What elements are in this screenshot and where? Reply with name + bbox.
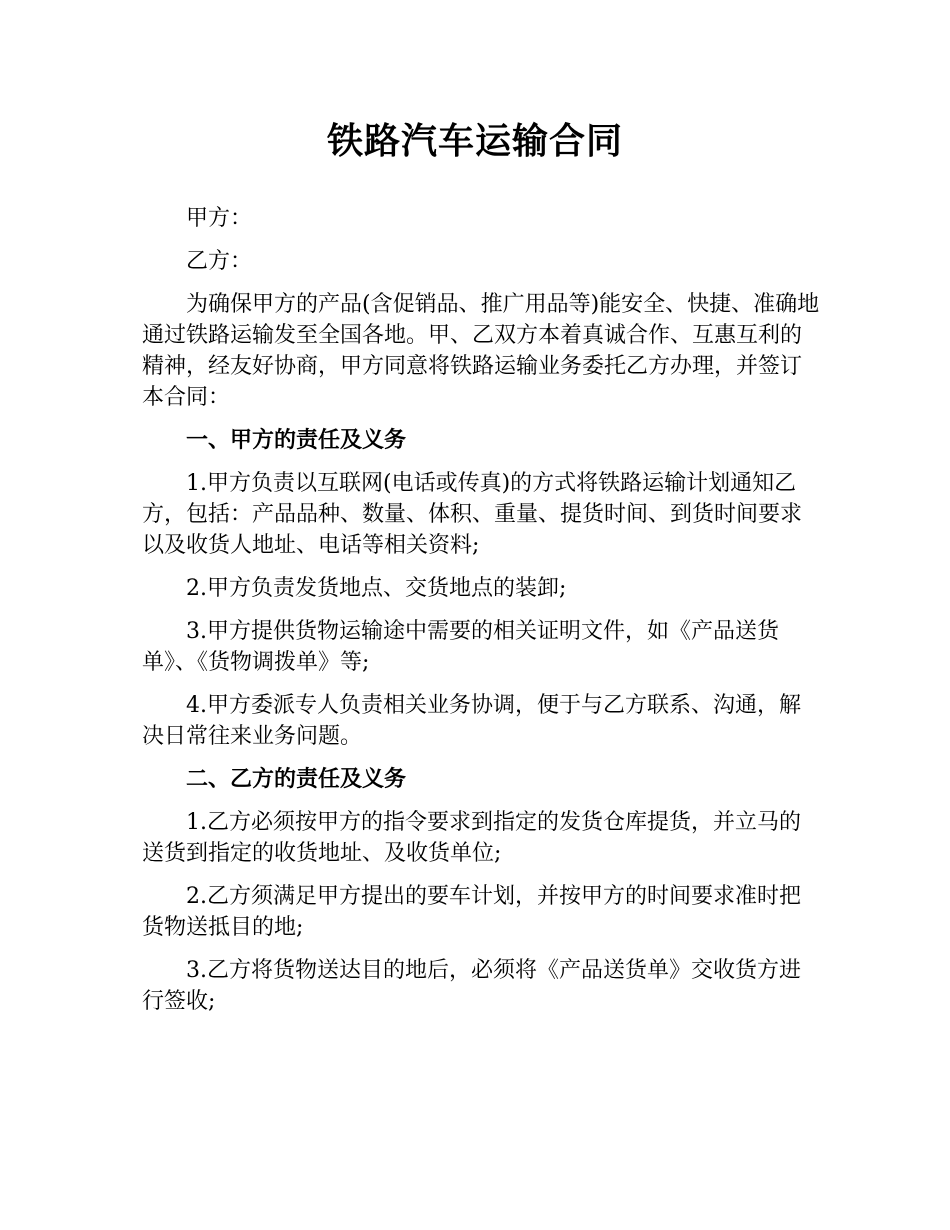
section1-item: 4.甲方委派专人负责相关业务协调，便于与乙方联系、沟通，解决日常往来业务问题。 xyxy=(142,693,801,749)
section1-item: 3.甲方提供货物运输途中需要的相关证明文件，如《产品送货单》、《货物调拨单》等; xyxy=(142,619,779,675)
party-a-line: 甲方： xyxy=(186,206,253,231)
section2-item: 2.乙方须满足甲方提出的要车计划，并按甲方的时间要求准时把货物送抵目的地; xyxy=(142,884,801,940)
section1-item: 2.甲方负责发货地点、交货地点的装卸; xyxy=(186,576,567,601)
section2-item: 3.乙方将货物送达目的地后，必须将《产品送货单》交收货方进行签收; xyxy=(142,958,801,1014)
section1-heading: 一、甲方的责任及义务 xyxy=(186,428,407,453)
party-b-line: 乙方： xyxy=(186,249,253,274)
document-body xyxy=(142,203,822,1029)
document-title: 铁路汽车运输合同 xyxy=(326,121,623,162)
intro-paragraph: 为确保甲方的产品(含促销品、推广用品等)能安全、快捷、准确地通过铁路运输发至全国各地。甲、乙双方本着真诚合作、互惠互利的精神，经友好协商，甲方同意将铁路运输业务委托乙方办理，并签订本合同： xyxy=(142,292,820,410)
section2-item: 1.乙方必须按甲方的指令要求到指定的发货仓库提货，并立马的送货到指定的收货地址、及收货单位; xyxy=(142,810,801,866)
section1-item: 1.甲方负责以互联网(电话或传真)的方式将铁路运输计划通知乙方，包括：产品品种、数量、体积、重量、提货时间、到货时间要求以及收货人地址、电话等相关资料; xyxy=(142,471,803,558)
section2-heading: 二、乙方的责任及义务 xyxy=(186,767,407,792)
